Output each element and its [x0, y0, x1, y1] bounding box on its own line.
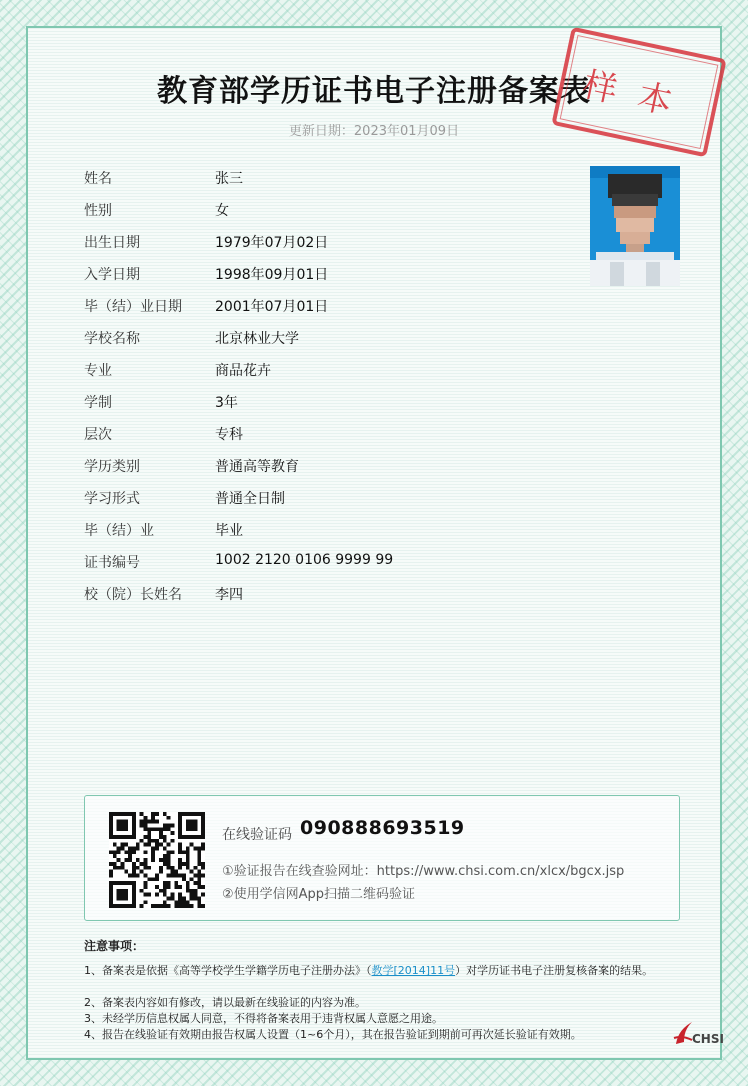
field-label: 毕（结）业日期	[84, 299, 182, 315]
field-label: 学习形式	[84, 491, 140, 507]
field-value: 普通全日制	[215, 491, 285, 507]
chsi-logo-text: CHSI	[692, 1032, 724, 1046]
field-value: 张三	[215, 171, 243, 187]
verification-code: 090888693519	[300, 817, 465, 839]
field-label: 校（院）长姓名	[84, 587, 182, 603]
field-label: 学历类别	[84, 459, 140, 475]
field-label: 出生日期	[84, 235, 140, 251]
verification-url-line: ①验证报告在线查验网址：https://www.chsi.com.cn/xlcx/bgcx.jsp	[222, 864, 625, 879]
field-label: 层次	[84, 427, 112, 443]
portrait-photo-icon	[590, 166, 680, 286]
stamp-text: 样本	[579, 64, 698, 128]
note-3: 3、未经学历信息权属人同意，不得将备案表用于违背权属人意愿之用途。	[84, 1012, 443, 1025]
note-2: 2、备案表内容如有修改，请以最新在线验证的内容为准。	[84, 996, 366, 1009]
field-value: 商品花卉	[215, 363, 271, 379]
notes-heading: 注意事项：	[84, 939, 145, 953]
field-value: 2001年07月01日	[215, 299, 329, 315]
field-label: 性别	[84, 203, 112, 219]
field-label: 毕（结）业	[84, 523, 154, 539]
field-label: 专业	[84, 363, 112, 379]
regulation-link[interactable]: 教学[2014]11号	[371, 964, 456, 977]
note-1-text: 1、备案表是依据《高等学校学生学籍学历电子注册办法》（	[84, 964, 372, 977]
field-value: 1002 2120 0106 9999 99	[215, 552, 394, 568]
note-1	[84, 963, 672, 978]
document-title: 教育部学历证书电子注册备案表	[157, 74, 591, 109]
field-value: 1998年09月01日	[215, 267, 329, 283]
verification-box	[84, 795, 680, 921]
verification-app-line: ②使用学信网App扫描二维码验证	[222, 887, 416, 902]
field-label: 学制	[84, 395, 112, 411]
verification-code-label: 在线验证码	[222, 827, 292, 843]
chsi-logo	[672, 1018, 726, 1052]
field-value: 3年	[215, 395, 238, 411]
field-label: 姓名	[84, 171, 112, 187]
note-4: 4、报告在线验证有效期由报告权属人设置（1~6个月），其在报告验证到期前可再次延长验证有效期。	[84, 1028, 582, 1041]
field-value: 李四	[215, 587, 243, 603]
qr-code-icon[interactable]	[109, 812, 205, 908]
updated-date: 更新日期：2023年01月09日	[288, 124, 460, 139]
field-value: 普通高等教育	[215, 459, 299, 475]
field-value: 女	[215, 203, 229, 219]
field-label: 学校名称	[84, 331, 140, 347]
field-label: 证书编号	[84, 555, 140, 571]
note-1-text-end: ）对学历证书电子注册复核备案的结果。	[455, 964, 654, 977]
field-value: 1979年07月02日	[215, 235, 329, 251]
field-value: 毕业	[215, 523, 243, 539]
field-value: 北京林业大学	[215, 331, 299, 347]
field-label: 入学日期	[84, 267, 140, 283]
field-value: 专科	[215, 427, 243, 443]
